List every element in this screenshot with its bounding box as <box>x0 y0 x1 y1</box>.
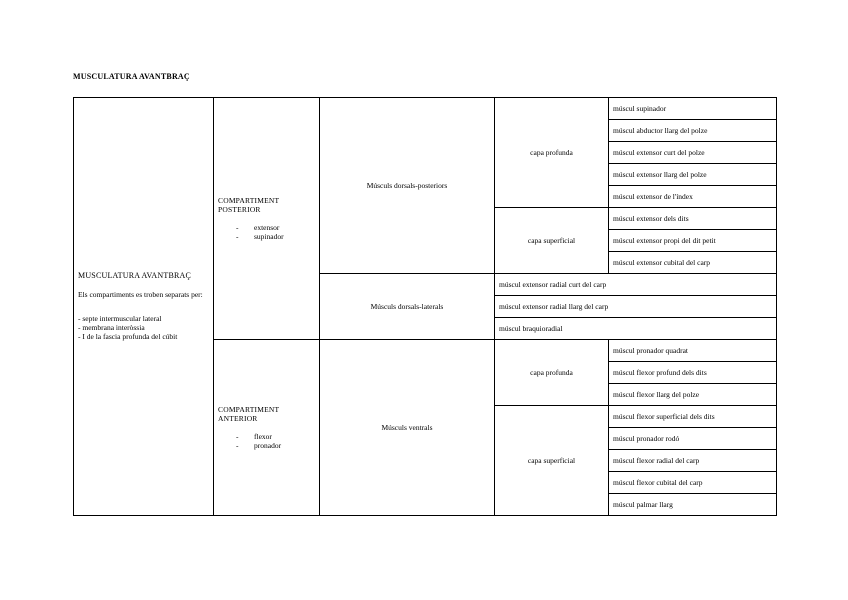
posterior-compartment-cell <box>214 98 320 340</box>
muscle-cell: múscul extensor llarg del polze <box>609 164 777 186</box>
muscle-cell: múscul abductor llarg del polze <box>609 120 777 142</box>
muscle-cell: múscul extensor propi del dit petit <box>609 230 777 252</box>
muscle-cell: múscul pronador quadrat <box>609 340 777 362</box>
muscle-cell: múscul flexor superficial dels dits <box>609 406 777 428</box>
muscle-cell: múscul supinador <box>609 98 777 120</box>
muscle-cell: múscul extensor radial llarg del carp <box>495 296 777 318</box>
septum-item: - I de la fascia profunda del cúbit <box>78 332 178 342</box>
document-title: MUSCULATURA AVANTBRAÇ <box>73 72 190 81</box>
muscle-cell: múscul extensor dels dits <box>609 208 777 230</box>
layer-deep: capa profunda <box>495 98 609 208</box>
muscle-cell: múscul braquioradial <box>495 318 777 340</box>
muscle-cell: múscul palmar llarg <box>609 494 777 516</box>
compartment-title: COMPARTIMENT POSTERIOR <box>218 195 280 215</box>
muscle-cell: múscul extensor de l'índex <box>609 186 777 208</box>
muscle-cell: múscul extensor cubital del carp <box>609 252 777 274</box>
group-dorsal-posterior: Músculs dorsals-posteriors <box>320 98 495 274</box>
compartment-functions <box>218 432 315 451</box>
main-title: MUSCULATURA AVANTBRAÇ <box>78 271 192 281</box>
muscle-cell: múscul flexor radial del carp <box>609 450 777 472</box>
function-item: - pronador <box>236 441 315 450</box>
function-item: - flexor <box>236 432 315 441</box>
group-dorsal-lateral: Músculs dorsals-laterals <box>320 274 495 340</box>
muscle-cell: múscul flexor llarg del polze <box>609 384 777 406</box>
septum-item: - septe intermuscular lateral <box>78 313 162 323</box>
septum-item: - membrana interòssia <box>78 323 145 332</box>
muscle-cell: múscul flexor cubital del carp <box>609 472 777 494</box>
group-ventral: Músculs ventrals <box>320 340 495 516</box>
table-row <box>74 98 777 120</box>
muscle-cell: múscul flexor profund dels dits <box>609 362 777 384</box>
muscle-cell: múscul extensor radial curt del carp <box>495 274 777 296</box>
anterior-compartment-cell <box>214 340 320 516</box>
function-item: - supinador <box>236 232 315 241</box>
muscle-cell: múscul pronador rodó <box>609 428 777 450</box>
layer-deep: capa profunda <box>495 340 609 406</box>
main-description-cell <box>74 98 214 516</box>
layer-superficial: capa superficial <box>495 406 609 516</box>
main-intro: Els compartiments es troben separats per: <box>78 290 203 300</box>
function-item: - extensor <box>236 223 315 232</box>
compartment-functions <box>218 223 315 242</box>
muscle-cell: múscul extensor curt del polze <box>609 142 777 164</box>
layer-superficial: capa superficial <box>495 208 609 274</box>
forearm-musculature-table <box>73 97 777 516</box>
compartment-title: COMPARTIMENT ANTERIOR <box>218 404 280 424</box>
